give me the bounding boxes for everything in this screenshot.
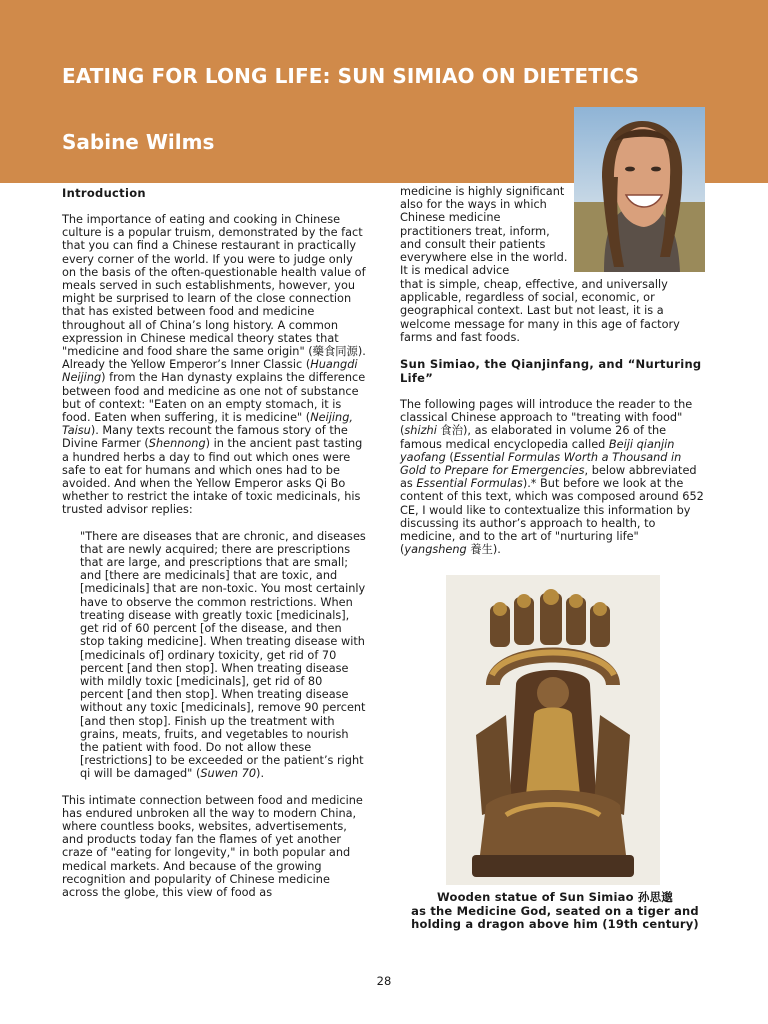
sun-simiao-paragraph: The following pages will introduce the reader to the classical Chinese approach to "treating with food" (shizhi 食治), as elaborated in volume 26 of the famous medical encyclopedia called Beiji qianjin yaofang (Essential Formulas Worth a Thousand in Gold to Prepare for Emergencies, below abbreviated as Essential Formulas).* But before we look at the content of this text, which was composed around 652 CE, I would like to contextualize this information by discussing its author’s approach to health, to medicine, and to the art of "nurturing life" (yangsheng 養生). bbox=[400, 398, 704, 557]
intro-paragraph-1: The importance of eating and cooking in Chinese culture is a popular truism, demonstrated by the fact that you can find a Chinese restaurant in practically every corner of the world. If you were to judge only on the basis of the often-questionable health value of meals served in such establishments, however, you might be surprised to learn of the close connection that has existed between food and medicine throughout all of China’s long history. A common expression in Chinese medical theory states that "medicine and food share the same origin" (藥食同源). Already the Yellow Emperor’s Inner Classic (Huangdi Neijing) from the Han dynasty explains the difference between food and medicine as one not of substance but of context: "Eaten on an empty stomach, it is food. Eaten when suffering, it is medicine" (Neijing, Taisu). Many texts recount the famous story of the Divine Farmer (Shennong) in the ancient past tasting a hundred herbs a day to find out which ones were safe to eat for humans and which ones had to be avoided. And when the Yellow Emperor asks Qi Bo whether to restrict the intake of toxic medicinals, his trusted advisor replies: bbox=[62, 213, 366, 517]
section-heading-sun-simiao: Sun Simiao, the Qianjinfang, and “Nurturing Life” bbox=[400, 357, 702, 386]
figure-caption: Wooden statue of Sun Simiao 孙思邈 as the Medicine God, seated on a tiger and holding a dragon above him (19th century) bbox=[411, 890, 699, 931]
intro-paragraph-2: This intimate connection between food and medicine has endured unbroken all the way to modern China, where countless books, websites, advertisements, and products today fan the flames of yet another craze of "eating for longevity," in both popular and medical markets. And because of the growing recognition and popularity of Chinese medicine across the globe, this view of food as bbox=[62, 793, 363, 899]
statue-photo bbox=[446, 575, 660, 885]
intro-paragraph-continued: that is simple, cheap, effective, and universally applicable, regardless of social, economic, or geographical context. Last but not least, it is a welcome message for many in this age of factory farms and fast foods. bbox=[400, 278, 680, 344]
article-title: EATING FOR LONG LIFE: SUN SIMIAO ON DIETETICS bbox=[62, 64, 640, 88]
author-name: Sabine Wilms bbox=[62, 130, 215, 154]
wooden-statue-image bbox=[446, 575, 660, 885]
right-column-top-text: medicine is highly significant also for the ways in which Chinese medicine practitioners treat, inform, and consult their patients everywhere else in the world. It is medical advice bbox=[400, 185, 568, 278]
section-heading-introduction: Introduction bbox=[62, 186, 146, 200]
left-column bbox=[62, 186, 368, 912]
author-portrait-image bbox=[574, 107, 705, 272]
right-column bbox=[400, 278, 706, 569]
author-photo bbox=[574, 107, 705, 272]
page-number: 28 bbox=[376, 974, 392, 988]
block-quote: "There are diseases that are chronic, and diseases that are newly acquired; there are prescriptions that are large, and prescriptions that are small; and [there are medicinals] that are toxic, and [medicinals] that are non-toxic. You most certainly have to observe the common restrictions. When treating disease with greatly toxic [medicinals], get rid of 60 percent [of the disease, and then stop taking medicine]. When treating disease with [medicinals of] ordinary toxicity, get rid of 70 percent [and then stop]. When treating disease with mildly toxic [medicinals], get rid of 80 percent [and then stop]. When treating disease without any toxic [medicinals], remove 90 percent [and then stop]. Finish up the treatment with grains, meats, fruits, and vegetables to nourish the patient with food. Do not allow these [restrictions] to be exceeded or the patient’s right qi will be damaged" (Suwen 70). bbox=[80, 529, 366, 781]
